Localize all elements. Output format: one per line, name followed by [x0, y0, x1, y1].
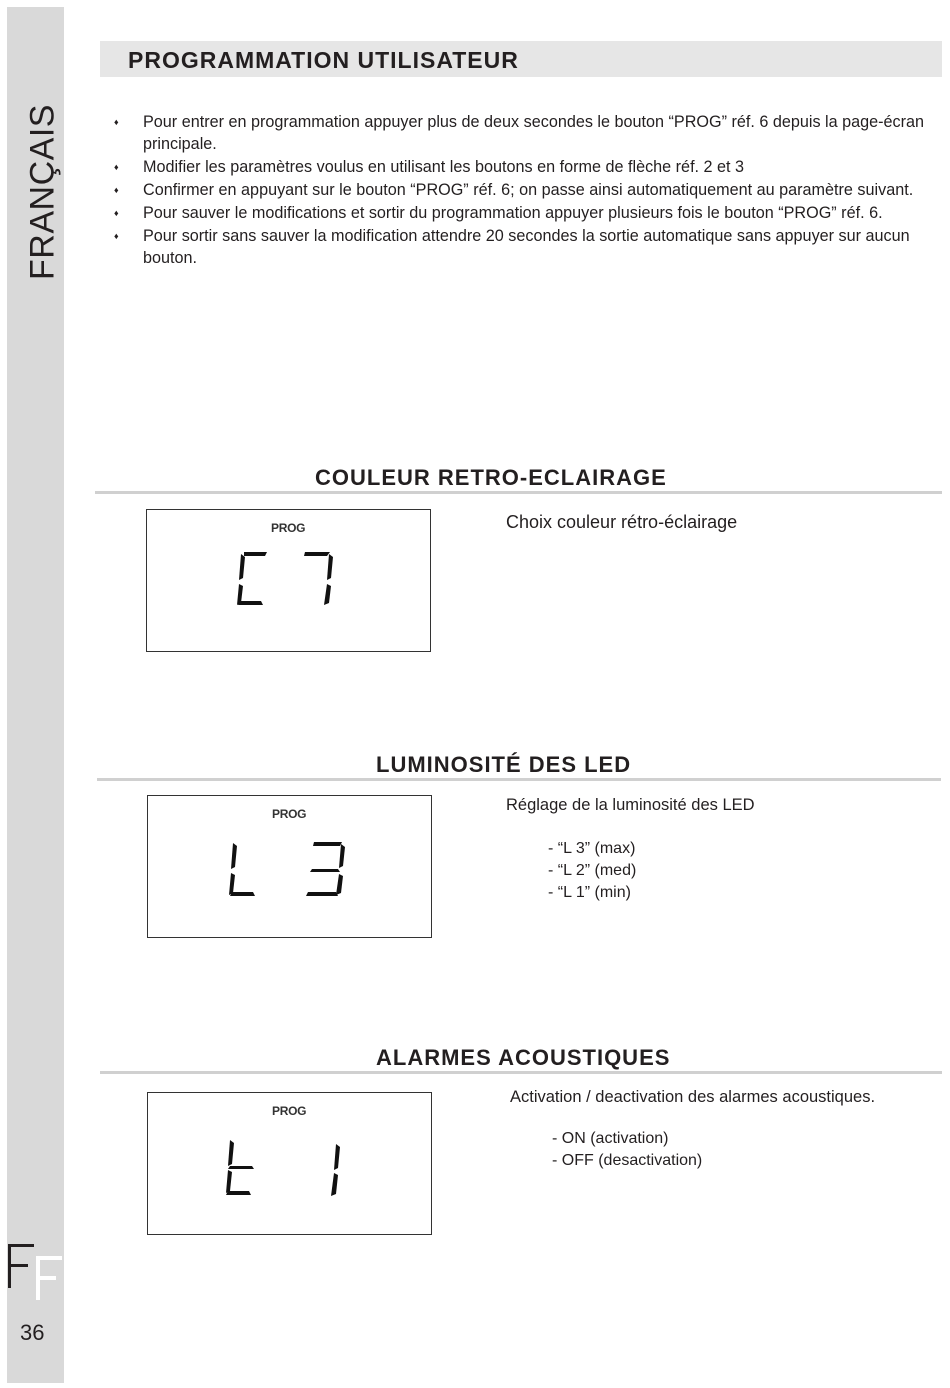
section-heading-led-brightness: LUMINOSITÉ DES LED	[376, 752, 632, 777]
ff-logo	[5, 1240, 65, 1302]
list-item	[114, 225, 944, 269]
bullet-icon: ♦	[114, 117, 119, 127]
lcd-prog-label: PROG	[271, 521, 306, 535]
bullet-icon: ♦	[114, 185, 119, 195]
description-led-brightness: Réglage de la luminosité des LED	[506, 796, 755, 814]
section-heading-backlight: COULEUR RETRO-ECLAIRAGE	[315, 465, 667, 490]
section-divider	[97, 778, 941, 781]
lcd-display-led-brightness	[147, 795, 432, 938]
title-bar	[100, 41, 942, 77]
instruction-text: Pour sortir sans sauver la modification attendre 20 secondes la sortie automatique sans appuyer sur aucun bouton.	[143, 227, 910, 267]
list-item: - “L 1” (min)	[548, 884, 631, 901]
section-divider	[95, 491, 942, 494]
seven-segment-digits	[148, 796, 431, 937]
language-sidebar	[7, 7, 64, 1383]
page-number: 36	[20, 1320, 45, 1345]
seven-segment-digits	[148, 1093, 431, 1234]
lcd-prog-label: PROG	[272, 807, 307, 821]
instruction-text: Confirmer en appuyant sur le bouton “PROG” réf. 6; on passe ainsi automatiquement au paramètre suivant.	[143, 181, 914, 199]
instruction-text: Modifier les paramètres voulus en utilisant les boutons en forme de flèche réf. 2 et 3	[143, 158, 745, 176]
bullet-icon: ♦	[114, 208, 119, 218]
list-item	[114, 111, 944, 155]
instruction-list	[114, 111, 944, 270]
page-title: PROGRAMMATION UTILISATEUR	[128, 47, 519, 73]
seven-segment-digits	[147, 510, 430, 651]
list-item: - ON (activation)	[552, 1130, 669, 1147]
bullet-icon: ♦	[114, 231, 119, 241]
section-heading-acoustic-alarms: ALARMES ACOUSTIQUES	[376, 1045, 671, 1070]
language-label: FRANÇAIS	[23, 104, 62, 280]
list-item	[114, 179, 944, 201]
list-item: - OFF (desactivation)	[552, 1152, 703, 1169]
section-divider	[100, 1071, 942, 1074]
lcd-prog-label: PROG	[272, 1104, 307, 1118]
lcd-display-backlight	[146, 509, 431, 652]
list-item: - “L 2” (med)	[548, 862, 637, 879]
lcd-display-acoustic-alarms	[147, 1092, 432, 1235]
description-backlight: Choix couleur rétro-éclairage	[506, 512, 738, 532]
options-acoustic-alarms	[552, 1128, 702, 1172]
list-item	[114, 156, 944, 178]
description-acoustic-alarms: Activation / deactivation des alarmes acoustiques.	[510, 1088, 876, 1106]
bullet-icon: ♦	[114, 162, 119, 172]
options-led-brightness	[548, 838, 636, 904]
instruction-text: Pour sauver le modifications et sortir du programmation appuyer plusieurs fois le bouton “PROG” réf. 6.	[143, 204, 883, 222]
list-item: - “L 3” (max)	[548, 840, 636, 857]
list-item	[114, 202, 944, 224]
instruction-text: Pour entrer en programmation appuyer plus de deux secondes le bouton “PROG” réf. 6 depuis la page-écran principale.	[143, 113, 925, 153]
